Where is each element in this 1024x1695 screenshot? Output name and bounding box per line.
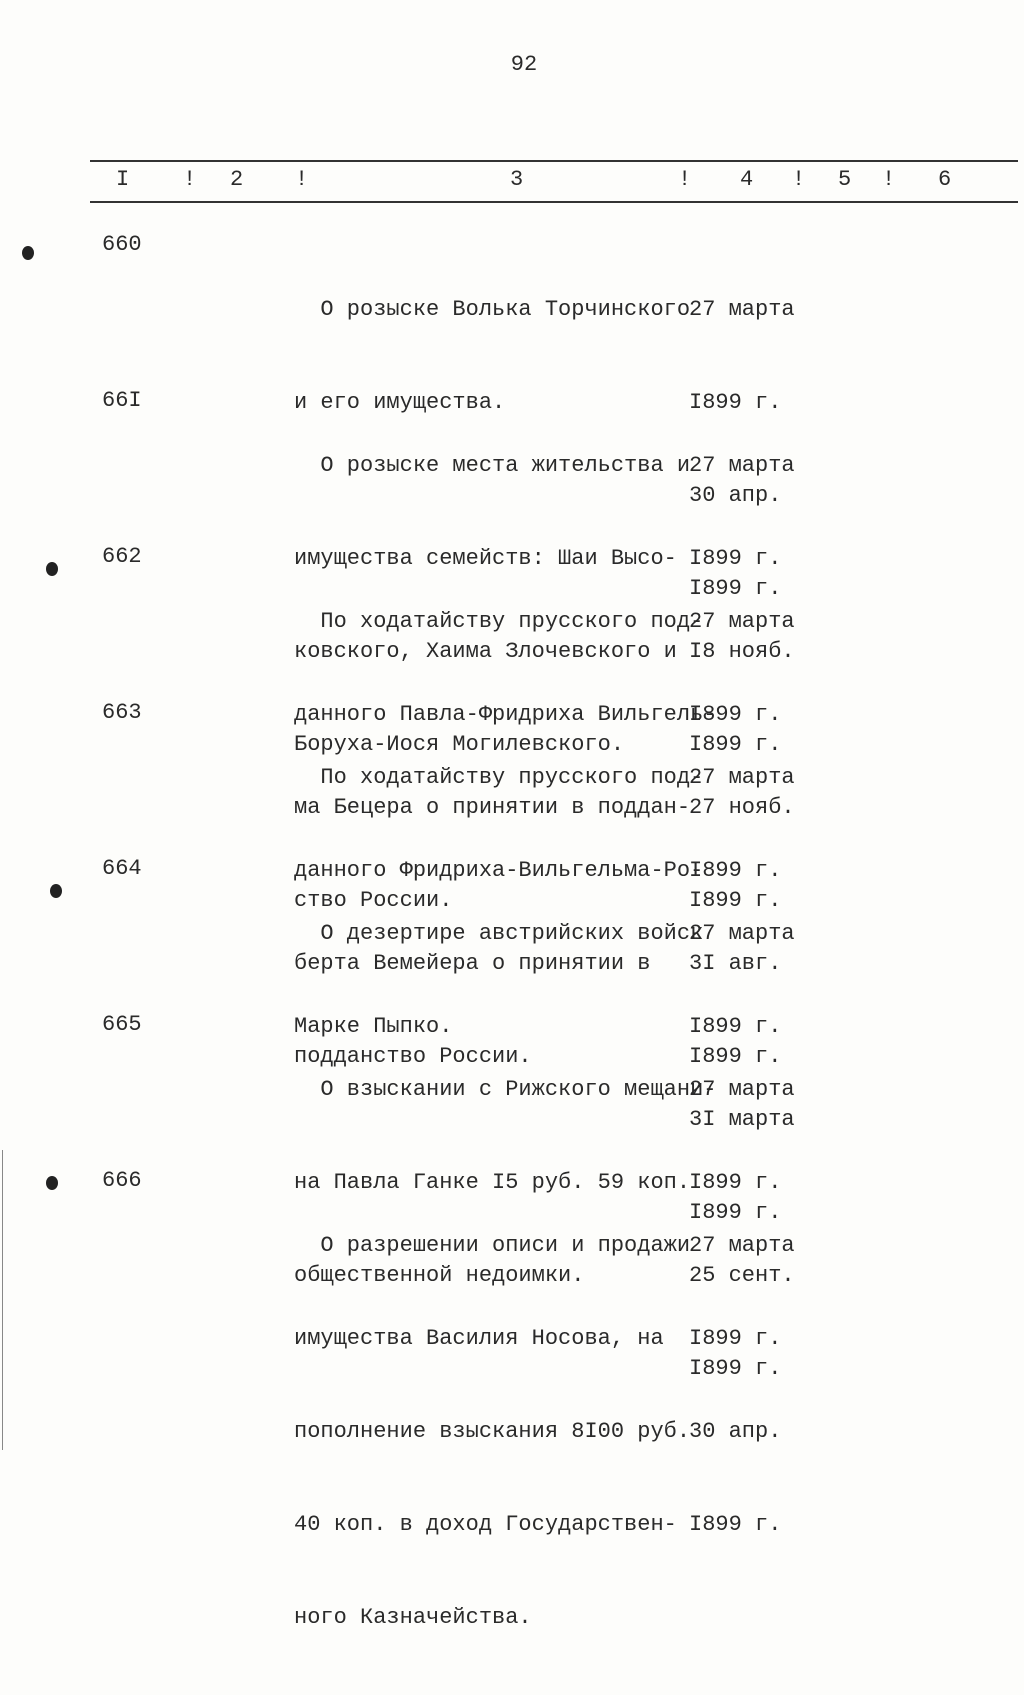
date-line: I899 г. (689, 546, 782, 571)
record-number: 665 (102, 1012, 142, 1037)
binding-hole-mark (50, 884, 62, 898)
record-description (294, 1168, 691, 1695)
record-number: 660 (102, 232, 142, 257)
date-line: I899 г. (689, 1512, 782, 1537)
description-line: 40 коп. в доход Государствен- (294, 1512, 677, 1537)
record-number: 662 (102, 544, 142, 569)
description-line: подданство России. (294, 1044, 532, 1069)
date-line: 3I авг. (689, 951, 782, 976)
column-header-3: 3 (510, 167, 524, 192)
margin-line (2, 1150, 3, 1450)
description-line: ковского, Хаима Злочевского и (294, 639, 677, 664)
date-line: 27 марта (689, 297, 795, 322)
date-line: I899 г. (689, 1170, 782, 1195)
date-line: 27 марта (689, 921, 795, 946)
date-line: 25 сент. (689, 1263, 795, 1288)
record-666 (0, 1168, 1024, 1630)
date-line: 27 марта (689, 453, 795, 478)
description-line: О взыскании с Рижского мещани- (294, 1077, 717, 1102)
date-line: I899 г. (689, 1326, 782, 1351)
binding-hole-mark (22, 246, 34, 260)
record-number: 664 (102, 856, 142, 881)
record-number: 666 (102, 1168, 142, 1193)
description-line: данного Павла-Фридриха Вильгель- (294, 702, 717, 727)
description-line: пополнение взыскания 8I00 руб. (294, 1419, 691, 1444)
column-separator: ! (183, 167, 197, 192)
date-line: I899 г. (689, 858, 782, 883)
date-line: I899 г. (689, 1356, 782, 1381)
description-line: По ходатайству прусского под- (294, 609, 704, 634)
date-line: 3I марта (689, 1107, 795, 1132)
column-separator: ! (792, 167, 806, 192)
date-line: I899 г. (689, 390, 782, 415)
description-line: ма Бецера о принятии в поддан- (294, 795, 691, 820)
description-line: О дезертире австрийских войск (294, 921, 704, 946)
description-line: берта Вемейера о принятии в (294, 951, 651, 976)
description-line: О разрешении описи и продажи (294, 1233, 691, 1258)
record-number: 66I (102, 388, 142, 413)
description-line: По ходатайству прусского под- (294, 765, 704, 790)
description-line: данного Фридриха-Вильгельма-Ро- (294, 858, 704, 883)
description-line: О розыске Волька Торчинского (294, 297, 691, 322)
description-line: на Павла Ганке I5 руб. 59 коп. (294, 1170, 691, 1195)
record-number: 663 (102, 700, 142, 725)
description-line: и его имущества. (294, 390, 506, 415)
column-header-1: I (116, 167, 130, 192)
description-line: имущества семейств: Шаи Высо- (294, 546, 677, 571)
description-line: ного Казначейства. (294, 1605, 532, 1630)
page-number: 92 (510, 52, 538, 77)
binding-hole-mark (46, 562, 58, 576)
date-line: 27 марта (689, 765, 795, 790)
column-header-5: 5 (838, 167, 852, 192)
date-line: I899 г. (689, 576, 782, 601)
description-line: общественной недоимки. (294, 1263, 585, 1288)
date-line: 27 марта (689, 609, 795, 634)
column-separator: ! (295, 167, 309, 192)
column-header-4: 4 (740, 167, 754, 192)
date-line: 30 апр. (689, 483, 782, 508)
date-line: 27 марта (689, 1077, 795, 1102)
binding-hole-mark (46, 1176, 58, 1190)
date-line: I899 г. (689, 702, 782, 727)
description-line: ство России. (294, 888, 453, 913)
date-line: I899 г. (689, 1014, 782, 1039)
column-header-row (0, 167, 1024, 195)
date-line: 30 апр. (689, 1419, 782, 1444)
description-line: О розыске места жительства и (294, 453, 691, 478)
header-rule-top (90, 160, 1018, 162)
column-header-2: 2 (230, 167, 244, 192)
description-line: Боруха-Иося Могилевского. (294, 732, 625, 757)
date-line: I899 г. (689, 888, 782, 913)
date-line: I8 нояб. (689, 639, 795, 664)
date-line: 27 марта (689, 1233, 795, 1258)
column-header-6: 6 (938, 167, 952, 192)
description-line: Марке Пыпко. (294, 1014, 453, 1039)
record-dates (689, 1168, 809, 1602)
date-line: I899 г. (689, 1044, 782, 1069)
date-line: I899 г. (689, 1200, 782, 1225)
header-rule-bottom (90, 201, 1018, 203)
date-line: I899 г. (689, 732, 782, 757)
date-line: 27 нояб. (689, 795, 795, 820)
description-line: имущества Василия Носова, на (294, 1326, 664, 1351)
column-separator: ! (882, 167, 896, 192)
column-separator: ! (678, 167, 692, 192)
